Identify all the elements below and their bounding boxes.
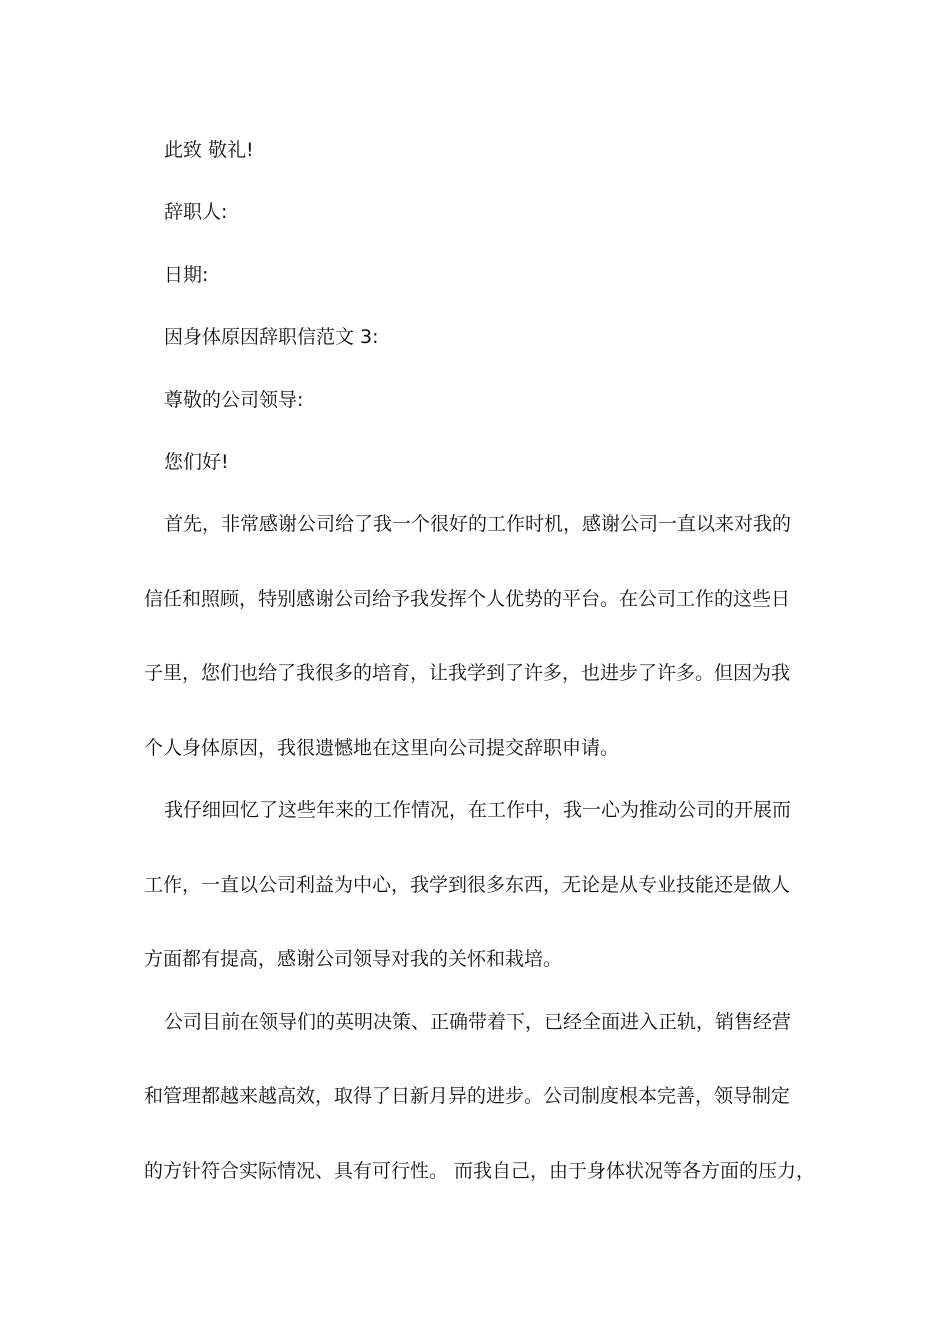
paragraph-line: 子里，您们也给了我很多的培育，让我学到了许多，也进步了许多。但因为我 xyxy=(144,662,791,684)
paragraph-line: 我仔细回忆了这些年来的工作情况，在工作中，我一心为推动公司的开展而 xyxy=(164,799,792,821)
resigner-label: 辞职人: xyxy=(164,201,228,223)
section-heading: 因身体原因辞职信范文 3: xyxy=(164,326,379,348)
paragraph-line: 和管理都越来越高效，取得了日新月异的进步。公司制度根本完善，领导制定 xyxy=(144,1085,791,1107)
paragraph-line: 公司目前在领导们的英明决策、正确带着下，已经全面进入正轨，销售经营 xyxy=(164,1011,792,1033)
closing-salutation: 此致 敬礼! xyxy=(164,139,254,161)
paragraph-line: 信任和照顾，特别感谢公司给予我发挥个人优势的平台。在公司工作的这些日 xyxy=(144,588,791,610)
paragraph-line: 首先，非常感谢公司给了我一个很好的工作时机，感谢公司一直以来对我的 xyxy=(164,513,792,535)
greeting-line: 您们好! xyxy=(164,451,229,473)
letter-salutation: 尊敬的公司领导: xyxy=(164,389,304,411)
paragraph-line: 个人身体原因，我很遗憾地在这里向公司提交辞职申请。 xyxy=(144,737,620,759)
paragraph-line: 方面都有提高，感谢公司领导对我的关怀和栽培。 xyxy=(144,948,563,970)
date-label: 日期: xyxy=(164,264,209,286)
paragraph-line: 工作，一直以公司利益为中心，我学到很多东西，无论是从专业技能还是做人 xyxy=(144,874,791,896)
paragraph-line: 的方针符合实际情况、具有可行性。 而我自己，由于身体状况等各方面的压力， xyxy=(144,1160,816,1182)
